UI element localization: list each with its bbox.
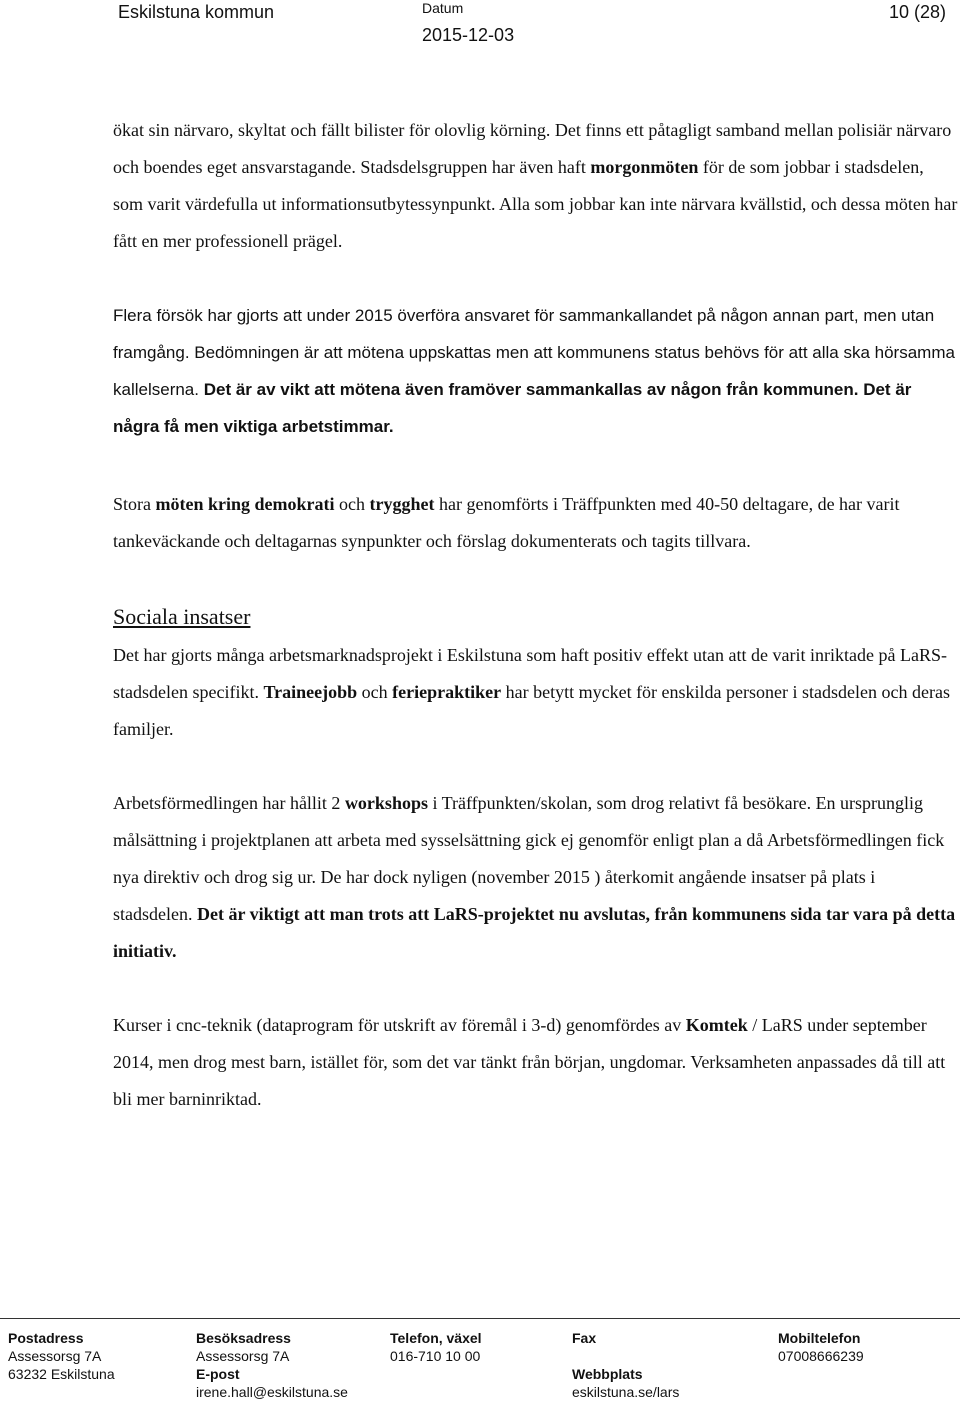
paragraph-cnc-courses: Kurser i cnc-teknik (dataprogram för utskrift av föremål i 3-d) genomfördes av Komtek / LaRS under september 2014, men drog mest barn, istället för, som det var tänkt från början, ungdomar. Verksamheten anpassades då till att bli mer barninriktad.	[113, 1015, 946, 1109]
paragraph-workshops: Arbetsförmedlingen har hållit 2 workshops i Träffpunkten/skolan, som drog relativt få besökare. En ursprunglig målsättning i projektplanen att arbeta med sysselsättning gick ej genomför enligt plan a då Arbetsförmedlingen fick nya direktiv och drog sig ur. De har dock nyligen (november 2015 ) återkomit angående insatser på plats i stadsdelen. Det är viktigt att man trots att LaRS-projektet nu avslutas, från kommunens sida tar vara på detta initiativ.	[113, 793, 956, 961]
header-date: 2015-12-03	[422, 25, 515, 45]
footer-postal-column: Postadress Assessorsg 7A 63232 Eskilstuna	[8, 1330, 115, 1382]
paragraph-meetings: Flera försök har gjorts att under 2015 överföra ansvaret för sammankallandet på någon annan part, men utan framgång. Bedömningen är att mötena uppskattas men att kommunens status behövs för att alla ska hörsamma kallelserna. Det är av vikt att mötena även framöver sammankallas av någon från kommunen. Det är några få men viktiga arbetstimmar.	[113, 306, 955, 436]
paragraph-labor-projects: Det har gjorts många arbetsmarknadsprojekt i Eskilstuna som haft positiv effekt utan att de varit inriktade på LaRS-stadsdelen specifikt. Traineejobb och feriepraktiker har betytt mycket för enskilda personer i stadsdelen och deras familjer.	[113, 645, 950, 739]
footer-mobile-column: Mobiltelefon 07008666239	[778, 1330, 864, 1364]
paragraph-democracy-meetings: Stora möten kring demokrati och trygghet har genomförts i Träffpunkten med 40-50 deltagare, de har varit tankeväckande och deltagarnas synpunkter och förslag dokumenterats och tagits tillvara.	[113, 494, 900, 551]
header-organization: Eskilstuna kommun	[118, 2, 275, 22]
footer-phone-column: Telefon, växel 016-710 10 00	[390, 1330, 482, 1364]
paragraph-police-presence: ökat sin närvaro, skyltat och fällt bilister för olovlig körning. Det finns ett påtagligt samband mellan polisiär närvaro och boendes eget ansvarstagande. Stadsdelsgruppen har även haft morgonmöten för de som jobbar i stadsdelen, som varit värdefulla ut informationsutbytessynpunkt. Alla som jobbar kan inte närvara kvällstid, och dessa möten har fått en mer professionell prägel.	[113, 120, 958, 251]
page-header	[0, 0, 960, 60]
footer-fax-column: Fax Webbplats eskilstuna.se/lars	[572, 1330, 680, 1400]
footer-email: irene.hall@eskilstuna.se	[196, 1384, 348, 1400]
bold-meetings-note: Det är av vikt att mötena även framöver sammankallas av någon från kommunen. Det är några få men viktiga arbetstimmar.	[113, 380, 912, 436]
header-page-number: 10 (28)	[888, 2, 946, 22]
section-title: Sociala insatser	[113, 604, 251, 629]
document-body	[113, 112, 958, 1118]
page-footer	[0, 1318, 960, 1403]
footer-visit-column: Besöksadress Assessorsg 7A E-post irene.hall@eskilstuna.se	[196, 1330, 348, 1400]
bold-morgonmoten: morgonmöten	[590, 157, 699, 177]
footer-website: eskilstuna.se/lars	[572, 1384, 680, 1400]
header-date-label: Datum	[422, 0, 464, 16]
